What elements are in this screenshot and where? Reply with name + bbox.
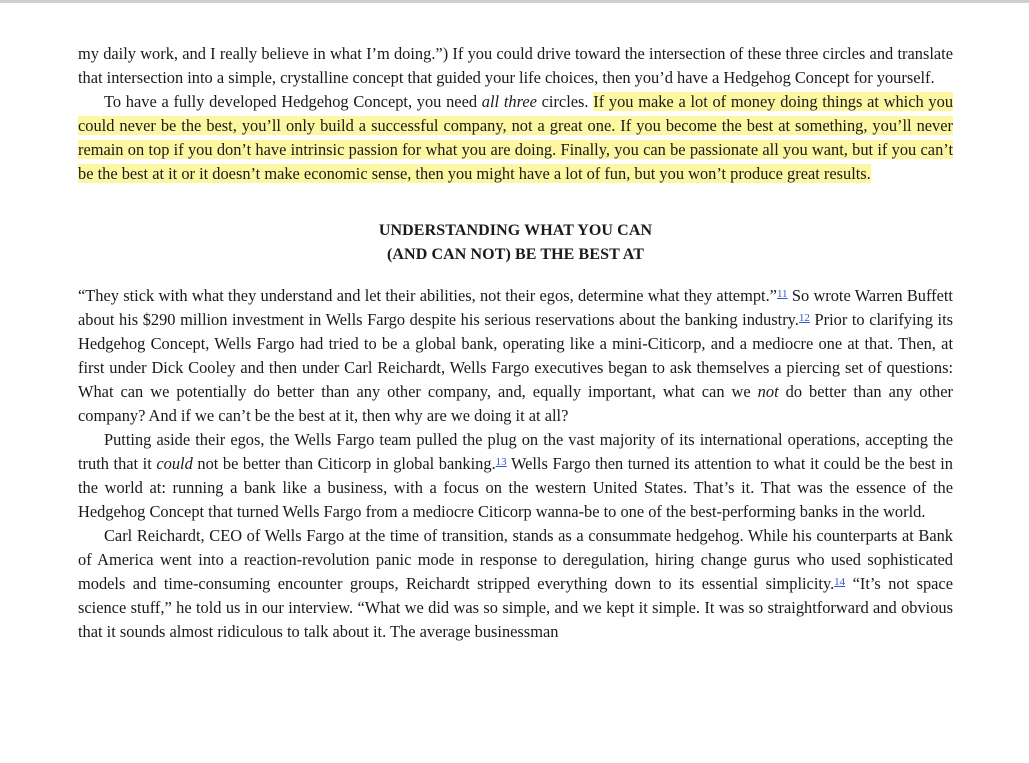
highlighted-passage[interactable]: If you make a lot of money doing things at which you could never be the best, you’ll only build a successful company, not a great one. If you become the best at something, you’ll never remain on top if you don’t have intrinsic passion for what you are doing. Finally, you can be passionate all you want, but if you can’t be the best at it or it doesn’t make economic sense, then you might have a lot of fun, but you won’t produce great results. [78,92,954,183]
paragraph-2 [78,90,953,186]
paragraph-3-text-a: “They stick with what they understand and let their abilities, not their egos, determine what they attempt.” [78,286,777,305]
footnote-link-13[interactable]: 13 [495,456,507,468]
emphasis-could: could [156,454,193,473]
heading-line-1: UNDERSTANDING WHAT YOU CAN [378,222,653,239]
paragraph-1: my daily work, and I really believe in what I’m doing.”) If you could drive toward the intersection of these three circles and translate that intersection into a simple, crystalline concept that guided your life choices, then you’d have a Hedgehog Concept for yourself. [78,44,953,87]
paragraph-3-text-d: do better than any other company? And if we can’t be the best at it, then why are we doing it at all? [78,382,953,425]
paragraph-4-text-b: not be better than Citicorp in global banking. [192,454,496,473]
footnote-link-11[interactable]: 11 [776,288,788,300]
section-heading [78,219,953,267]
paragraph-5-text-a: Carl Reichardt, CEO of Wells Fargo at the time of transition, stands as a consummate hedgehog. While his counterparts at Bank of America went into a reaction-revolution panic mode in response to deregulation, hiring change gurus who used sophisticated models and time-consuming encounter groups, Reichardt stripped everything down to its essential simplicity. [78,526,953,593]
emphasis-not: not [757,382,779,401]
paragraph-3-text-c: Prior to clarifying its Hedgehog Concept, Wells Fargo had tried to be a global bank, operating like a mini-Citicorp, and a mediocre one at that. Then, at first under Dick Cooley and then under Carl Reichardt, Wells Fargo executives began to ask themselves a piercing set of questions: What can we potentially do better than any other company, and, equally important, what can we [78,310,954,401]
book-page [78,42,953,644]
paragraph-5-text-b: “It’s not space science stuff,” he told us in our interview. “What we did was so simple, and we kept it simple. It was so straightforward and obvious that it sounds almost ridiculous to talk about it. The average businessman [78,574,953,641]
window-top-border [0,0,1029,3]
footnote-link-12[interactable]: 12 [798,312,810,324]
paragraph-4 [78,428,953,524]
heading-line-2: (AND CAN NOT) BE THE BEST AT [386,246,645,263]
paragraph-2-text: To have a fully developed Hedgehog Concept, you need [104,92,482,111]
emphasis-all-three: all three [481,92,537,111]
paragraph-2-text-b: circles. [536,92,594,111]
paragraph-3 [78,284,953,428]
paragraph-4-text-c: Wells Fargo then turned its attention to what it could be the best in the world at: running a bank like a business, with a focus on the western United States. That’s it. That was the essence of the Hedgehog Concept that turned Wells Fargo from a mediocre Citicorp wanna-be to one of the best-performing banks in the world. [78,454,953,521]
paragraph-5 [78,524,953,644]
paragraph-4-text-a: Putting aside their egos, the Wells Fargo team pulled the plug on the vast majority of its international operations, accepting the truth that it [78,430,953,473]
paragraph-3-text-b: So wrote Warren Buffett about his $290 million investment in Wells Fargo despite his serious reservations about the banking industry. [78,286,953,329]
footnote-link-14[interactable]: 14 [834,576,846,588]
